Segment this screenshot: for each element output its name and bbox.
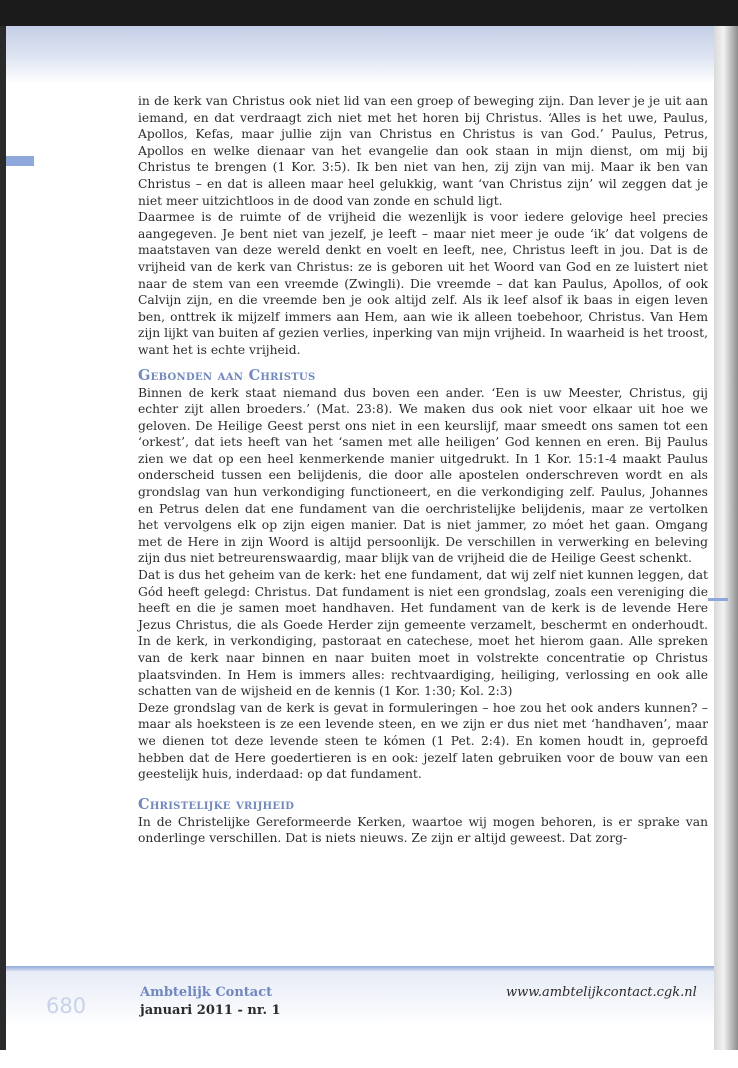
issue-label: januari 2011 - nr. 1 bbox=[140, 1003, 281, 1018]
paragraph: Binnen de kerk staat niemand dus boven een ander. ‘Een is uw Meester, Christus, gij echter zijt allen broeders.’ (Mat. 23:8). We maken dus ook niet voor elkaar uit hoe we geloven. De Heilige Geest perst ons niet in een keurslijf, maar smeedt ons samen tot een ‘orkest’, dat iets heeft van het ‘samen met alle heiligen’ God kennen en eren. Bij Paulus zien we dat op een heel kenmerkende manier uitgedrukt. In 1 Kor. 15:1-4 maakt Paulus onderscheid tussen een belijdenis, die door alle apostelen onderschreven wordt en als grondslag van hun verkondiging functioneert, en die verkondiging zelf. Paulus, Johannes en Petrus delen dat ene fundament van die oerchristelijke belijdenis, maar ze vertolken het vervolgens elk op zijn eigen manier. Dat is niet jammer, zo móet het gaan. Omgang met de Here in zijn Woord is altijd persoonlijk. De verschillen in verwerking en beleving zijn dus niet betreurenswaardig, maar blijk van de vrijheid die de Heilige Geest schenkt. bbox=[138, 385, 708, 566]
paragraph: Dat is dus het geheim van de kerk: het ene fundament, dat wij zelf niet kunnen leggen, dat Gód heeft gelegd: Christus. Dat fundament is niet een grondslag, zoals een vereniging die heeft en die je samen moet handhaven. Het fundament van de kerk is de levende Here Jezus Christus, die als Goede Herder zijn gemeente verzamelt, beschermt en onderhoudt. In de kerk, in verkondiging, pastoraat en catechese, moet het hierom gaan. Alle spreken van de kerk naar binnen en naar buiten moet in volstrekte concentratie op Christus plaatsvinden. In Hem is immers alles: rechtvaardiging, heiliging, verlossing en ook alle schatten van de wijsheid en de kennis (1 Kor. 1:30; Kol. 2:3) bbox=[138, 568, 708, 699]
footer-band bbox=[6, 971, 714, 1050]
paragraph: Deze grondslag van de kerk is gevat in formuleringen – hoe zou het ook anders kunnen? – maar als hoeksteen is ze een levende steen, en we zijn er dus niet met ‘handhaven’, maar we dienen tot deze levende steen te kómen (1 Pet. 2:4). En komen houdt in, geproefd hebben dat de Here goedertieren is en ook: jezelf laten gebruiken voor de bouw van een geestelijk huis, inderdaad: op dat fundament. bbox=[138, 700, 708, 782]
header-band bbox=[6, 26, 714, 84]
paragraph: in de kerk van Christus ook niet lid van een groep of beweging zijn. Dan lever je je uit aan iemand, en dat verdraagt zich niet met het horen bij Christus. ‘Alles is het uwe, Paulus, Apollos, Kefas, maar jullie zijn van Christus en Christus is van God.’ Paulus, Petrus, Apollos en welke dienaar van het evangelie dan ook staan in mijn dienst, om mij bij Christus te brengen (1 Kor. 3:5). Ik ben niet van hen, zij zijn van mij. Maar ik ben van Christus – en dat is alleen maar heel gelukkig, want ‘van Christus zijn’ wil zeggen dat je niet meer uitzichtloos in de dood van zonde en schuld ligt. bbox=[138, 94, 708, 208]
website-link[interactable]: www.ambtelijkcontact.cgk.nl bbox=[506, 985, 697, 1000]
page-number: 680 bbox=[46, 994, 87, 1018]
section-heading-vrijheid: Christelijke vrijheid bbox=[138, 795, 295, 813]
magazine-title: Ambtelijk Contact bbox=[140, 985, 273, 1000]
scan-border-top bbox=[0, 0, 738, 26]
paragraph: Daarmee is de ruimte of de vrijheid die wezenlijk is voor iedere gelovige heel precies aangegeven. Je bent niet van jezelf, je leeft – maar niet meer je oude ‘ik’ dat volgens de maatstaven van deze wereld denkt en voelt en leeft, nee, Christus leeft in jou. Dat is de vrijheid van de kerk van Christus: ze is geboren uit het Woord van God en ze luistert niet naar de stem van een vreemde (Zwingli). Die vreemde – dat kan Paulus, Apollos, of ook Calvijn zijn, en die vreemde ben je ook altijd zelf. Als ik leef alsof ik baas in eigen leven ben, onttrek ik mijzelf immers aan Hem, aan wie ik alleen toebehoor, Christus. Van Hem zijn lijkt van buiten af gezien verlies, inperking van mijn vrijheid. In waarheid is het troost, want het is echte vrijheid. bbox=[138, 210, 708, 357]
right-edge-marker bbox=[708, 598, 728, 601]
article-body bbox=[138, 93, 708, 847]
side-marker bbox=[6, 156, 34, 166]
paragraph: In de Christelijke Gereformeerde Kerken, waartoe wij mogen behoren, is er sprake van onderlinge verschillen. Dat is niets nieuws. Ze zijn er altijd geweest. Dat zorg- bbox=[138, 814, 708, 846]
scan-border-right bbox=[714, 26, 738, 1050]
section-heading-gebonden: Gebonden aan Christus bbox=[138, 366, 316, 384]
